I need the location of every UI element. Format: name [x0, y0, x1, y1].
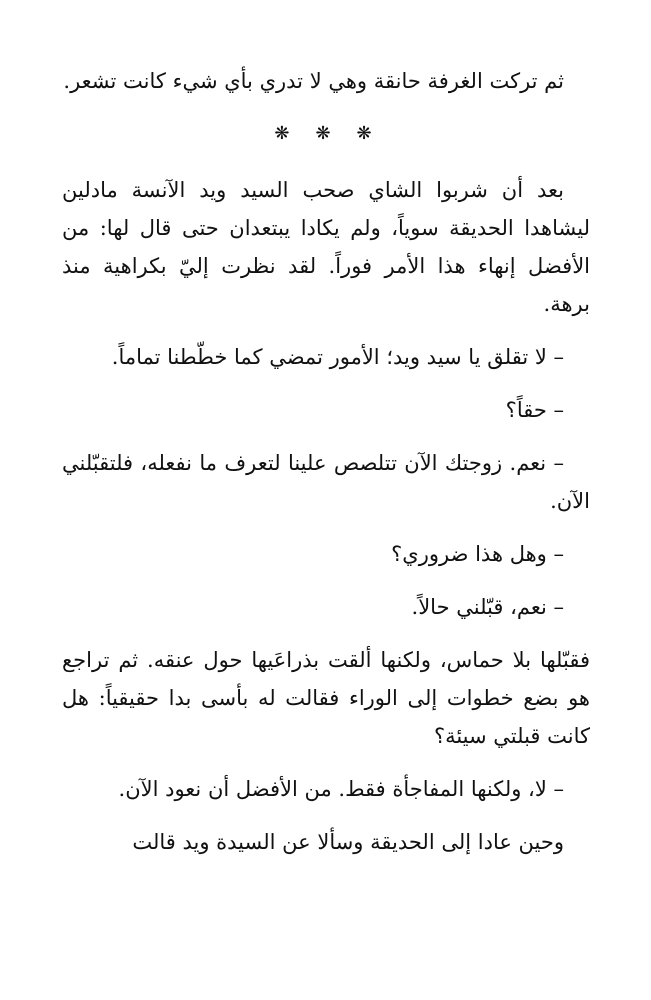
dialogue-line-4: – وهل هذا ضروري؟	[391, 542, 564, 566]
book-page	[62, 62, 590, 876]
asterism-icon: ❋	[315, 123, 337, 144]
dialogue-line-1: – لا تقلق يا سيد ويد؛ الأمور تمضي كما خطّطنا تماماً.	[111, 345, 564, 369]
dialogue-line-3: – نعم. زوجتك الآن تتلصص علينا لتعرف ما نفعله، فلتقبّلني الآن.	[62, 451, 590, 513]
paragraph-3: فقبّلها بلا حماس، ولكنها ألقت بذراعَيها حول عنقه. ثم تراجع هو بضع خطوات إلى الوراء فقالت له بأسى بدا حقيقياً: هل كانت قبلتي سيئة؟	[62, 648, 590, 748]
paragraph-2: بعد أن شربوا الشاي صحب السيد ويد الآنسة مادلين ليشاهدا الحديقة سوياً، ولم يكادا يبتعدان حتى قال لها: من الأفضل إنهاء هذا الأمر فوراً. لقد نظرت إليّ بكراهية منذ برهة.	[62, 178, 590, 316]
section-divider	[62, 115, 590, 153]
asterism-icon: ❋	[356, 123, 378, 144]
paragraph-4: وحين عادا إلى الحديقة وسألا عن السيدة ويد قالت	[132, 830, 564, 854]
paragraph-1: ثم تركت الغرفة حانقة وهي لا تدري بأي شيء كانت تشعر.	[63, 69, 564, 93]
dialogue-line-5: – نعم، قبّلني حالاً.	[411, 595, 564, 619]
dialogue-line-2: – حقاً؟	[505, 398, 564, 422]
asterism-icon: ❋	[274, 123, 296, 144]
dialogue-line-6: – لا، ولكنها المفاجأة فقط. من الأفضل أن نعود الآن.	[118, 777, 564, 801]
